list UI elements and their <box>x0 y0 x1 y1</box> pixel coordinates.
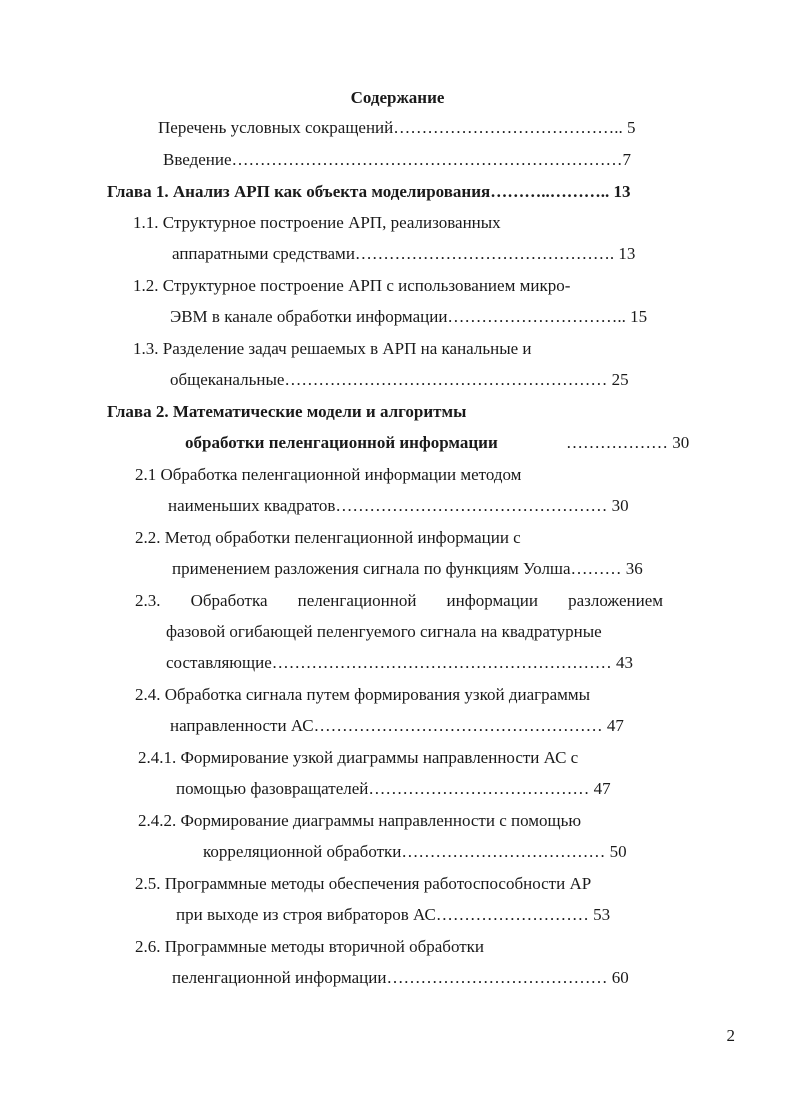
toc-entry-2-1-line2: наименьших квадратов………………………………………… 30 <box>168 496 629 515</box>
toc-entry-1-2-line1: 1.2. Структурное построение АРП с использованием микро- <box>133 276 571 295</box>
toc-entry-1-1-line2: аппаратными средствами………………………………………. 13 <box>172 244 636 263</box>
toc-heading: Содержание <box>350 88 445 107</box>
toc-entry-1-3-line1: 1.3. Разделение задач решаемых в АРП на канальные и <box>133 339 532 358</box>
toc-entry-introduction: Введение……………………………………………………………7 <box>163 150 632 169</box>
toc-entry-1-3-line2: общеканальные………………………………………………… 25 <box>170 370 629 389</box>
toc-entry-chapter-2-leader: ……………… 30 <box>566 433 690 452</box>
toc-entry-2-2-line2: применением разложения сигнала по функциям Уолша……… 36 <box>172 559 643 578</box>
toc-entry-2-5-line2: при выходе из строя вибраторов АС……………………… 53 <box>176 905 611 924</box>
toc-entry-2-6-line1: 2.6. Программные методы вторичной обработки <box>135 937 485 956</box>
toc-entry-1-1-line1: 1.1. Структурное построение АРП, реализованных <box>133 213 501 232</box>
toc-entry-2-2-line1: 2.2. Метод обработки пеленгационной информации с <box>135 528 521 547</box>
toc-entry-chapter-2-line1: Глава 2. Математические модели и алгоритмы <box>107 402 467 421</box>
toc-entry-2-6-line2: пеленгационной информации………………………………… 60 <box>172 968 629 987</box>
toc-entry-chapter-2-line2: обработки пеленгационной информации <box>185 433 498 452</box>
toc-entry-2-3-line1: 2.3. Обработка пеленгационной информации разложением <box>135 591 663 610</box>
toc-entry-2-4-1-line2: помощью фазовращателей………………………………… 47 <box>176 779 611 798</box>
toc-entry-2-4-line1: 2.4. Обработка сигнала путем формирования узкой диаграммы <box>135 685 591 704</box>
toc-entry-2-4-line2: направленности АС…………………………………………… 47 <box>170 716 624 735</box>
toc-entry-chapter-1: Глава 1. Анализ АРП как объекта моделирования………..……….. 13 <box>107 182 631 201</box>
toc-entry-2-1-line1: 2.1 Обработка пеленгационной информации методом <box>135 465 522 484</box>
toc-entry-abbreviations: Перечень условных сокращений………………………………….. 5 <box>158 118 636 137</box>
toc-entry-2-3-line2: фазовой огибающей пеленгуемого сигнала на квадратурные <box>166 622 602 641</box>
toc-entry-2-4-2-line1: 2.4.2. Формирование диаграммы направленности с помощью <box>138 811 582 830</box>
toc-entry-2-3-line3: составляющие…………………………………………………… 43 <box>166 653 633 672</box>
toc-entry-1-2-line2: ЭВМ в канале обработки информации………………………….. 15 <box>170 307 648 326</box>
toc-entry-2-4-2-line2: корреляционной обработки……………………………… 50 <box>203 842 627 861</box>
page-number: 2 <box>726 1026 735 1045</box>
toc-entry-2-4-1-line1: 2.4.1. Формирование узкой диаграммы направленности АС с <box>138 748 579 767</box>
toc-entry-2-5-line1: 2.5. Программные методы обеспечения работоспособности АР <box>135 874 592 893</box>
